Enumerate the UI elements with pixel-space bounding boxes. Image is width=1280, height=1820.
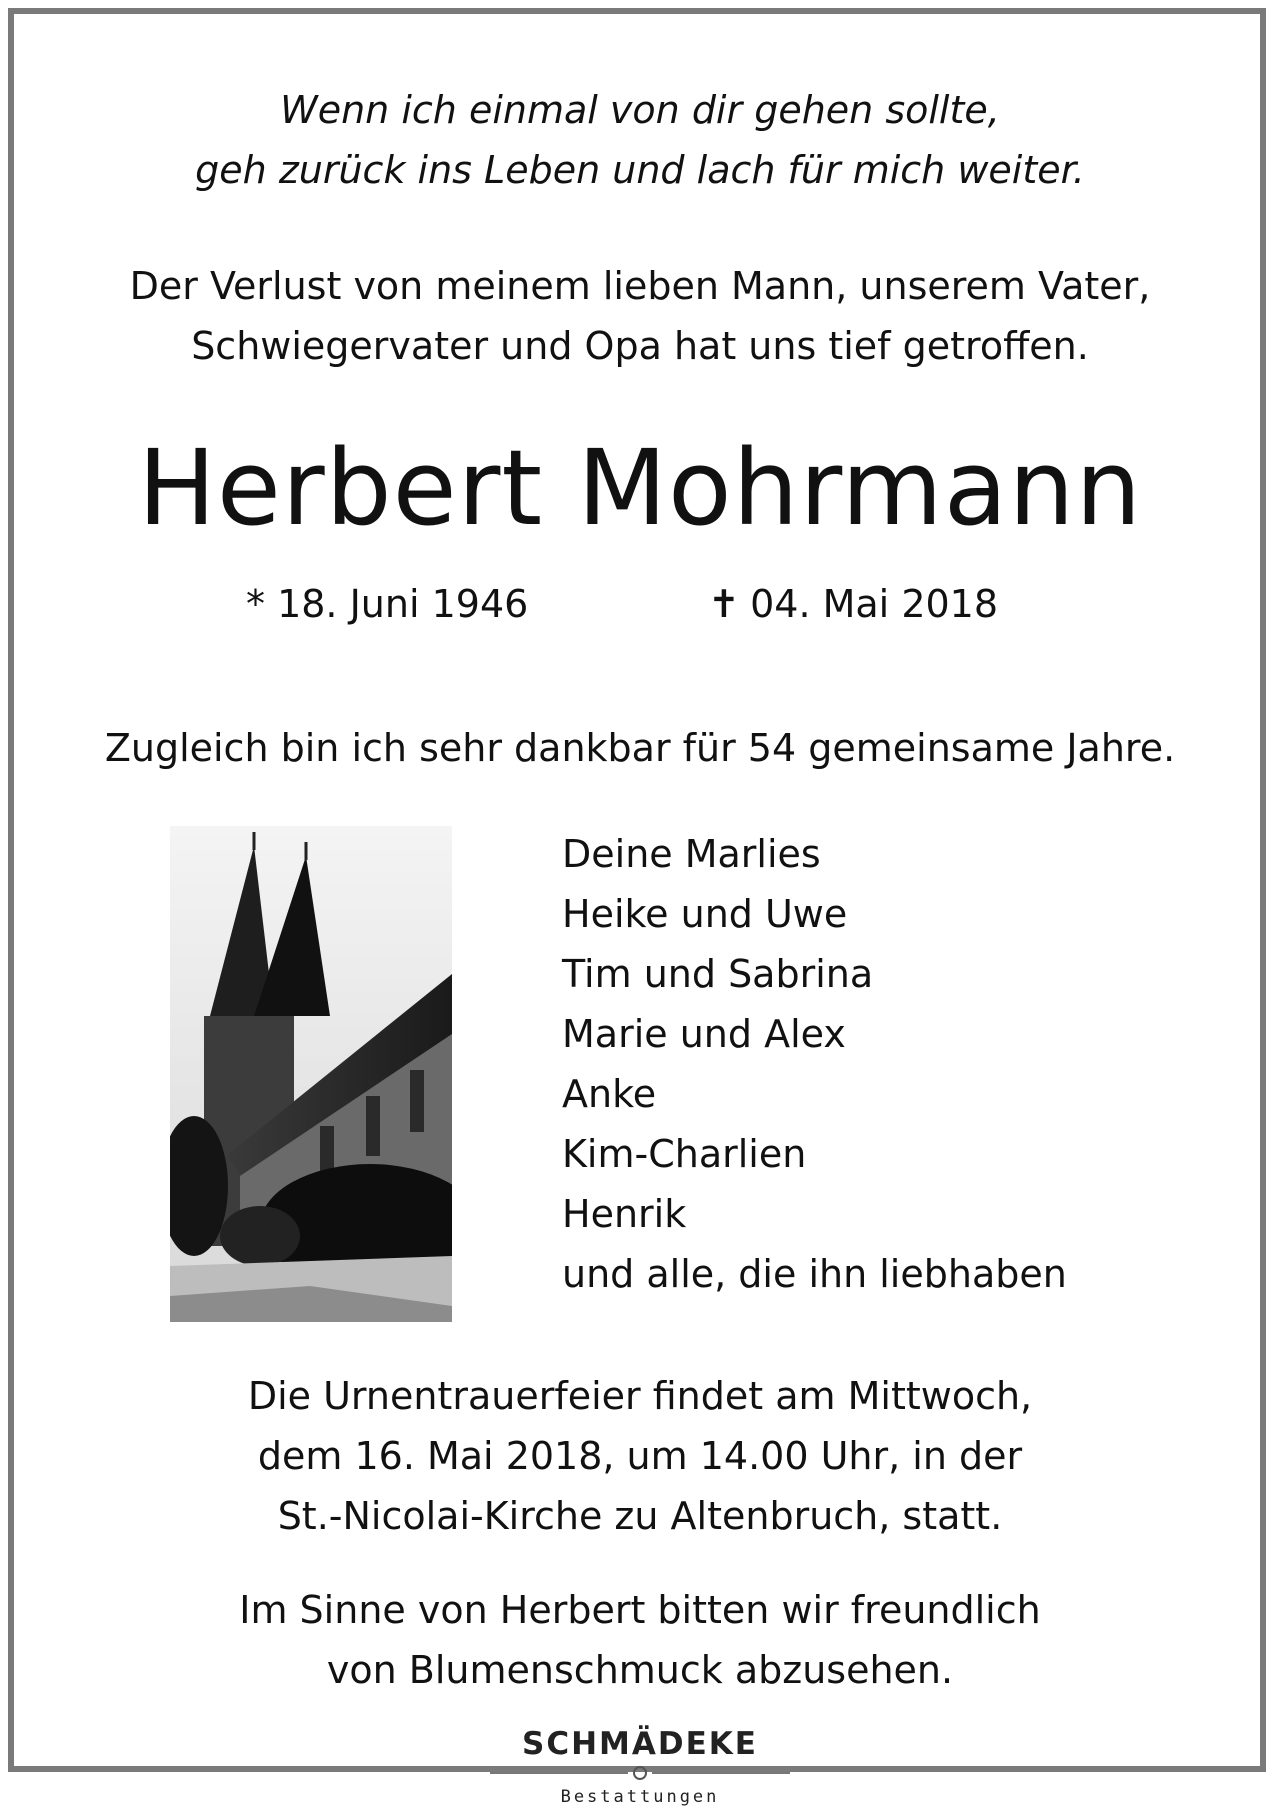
thanks-text: Zugleich bin ich sehr dankbar für 54 gemeinsame Jahre. — [104, 726, 1176, 770]
motto-line: Wenn ich einmal von dir gehen sollte, — [280, 88, 1000, 132]
intro-line: Der Verlust von meinem lieben Mann, unserem Vater, — [129, 264, 1151, 308]
intro-text — [0, 256, 1280, 376]
funeral-home-logo — [480, 1724, 800, 1820]
flowers-line: von Blumenschmuck abzusehen. — [326, 1648, 954, 1692]
family-member: Tim und Sabrina — [562, 952, 874, 996]
death-date-group — [708, 574, 998, 634]
family-member: Anke — [562, 1072, 657, 1116]
service-line: Die Urnentrauerfeier findet am Mittwoch, — [247, 1374, 1033, 1418]
motto — [0, 80, 1280, 200]
family-member: Deine Marlies — [562, 832, 821, 876]
death-date: 04. Mai 2018 — [750, 582, 999, 626]
church-photo — [170, 826, 452, 1322]
deceased-name: Herbert Mohrmann — [137, 427, 1143, 549]
family-list — [562, 824, 1067, 1304]
logo-divider-icon — [480, 1764, 800, 1782]
logo-name: SCHMÄDEKE — [522, 1726, 758, 1762]
family-member: Marie und Alex — [562, 1012, 846, 1056]
flowers-line: Im Sinne von Herbert bitten wir freundlich — [239, 1588, 1041, 1632]
cross-icon: ✝ — [708, 582, 740, 626]
family-member: Heike und Uwe — [562, 892, 848, 936]
life-dates — [0, 574, 1280, 634]
family-member: Kim-Charlien — [562, 1132, 807, 1176]
service-line: dem 16. Mai 2018, um 14.00 Uhr, in der — [257, 1434, 1023, 1478]
family-member: Henrik — [562, 1192, 687, 1236]
service-line: St.-Nicolai-Kirche zu Altenbruch, statt. — [277, 1494, 1003, 1538]
intro-line: Schwiegervater und Opa hat uns tief getroffen. — [191, 324, 1089, 368]
flowers-request — [0, 1580, 1280, 1700]
logo-subtitle: Bestattungen — [560, 1787, 720, 1807]
service-info — [0, 1366, 1280, 1546]
birth-date: * 18. Juni 1946 — [246, 582, 529, 626]
motto-line: geh zurück ins Leben und lach für mich weiter. — [195, 148, 1085, 192]
family-member: und alle, die ihn liebhaben — [562, 1252, 1067, 1296]
